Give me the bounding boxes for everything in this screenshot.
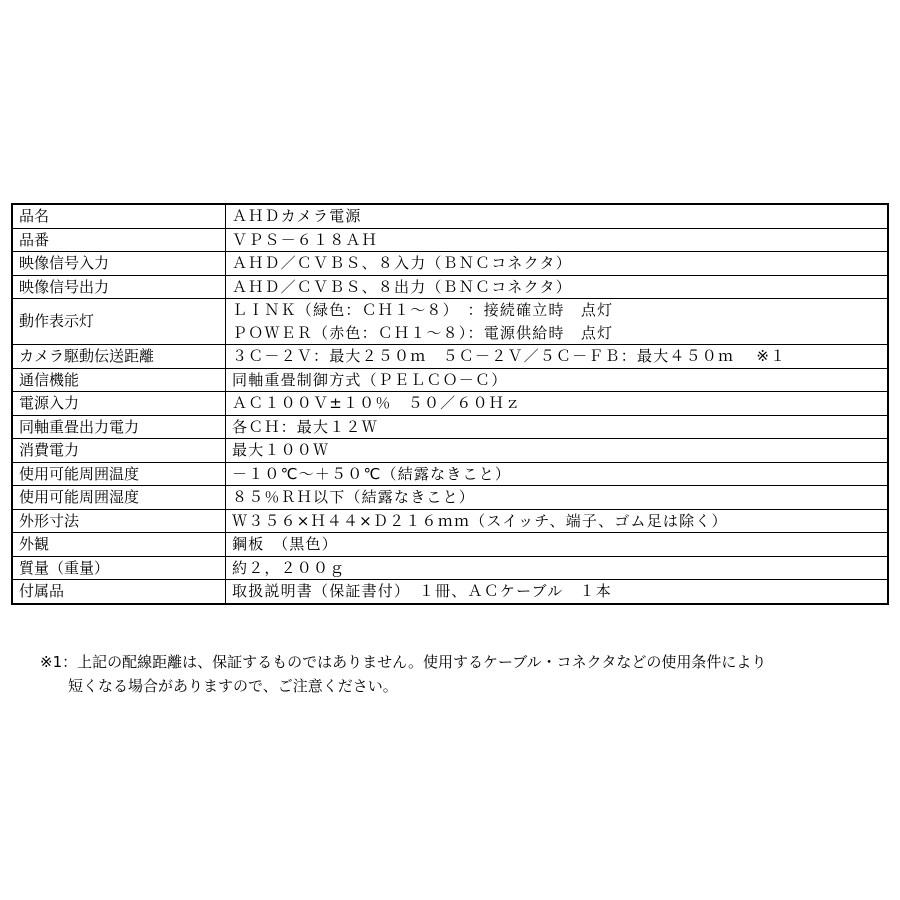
spec-table-body xyxy=(12,204,888,604)
spec-value xyxy=(226,345,889,369)
spec-value xyxy=(226,299,889,345)
spec-value-line: ＬＩＮＫ（緑色：ＣＨ１～８） ：接続確立時 点灯 xyxy=(232,301,614,319)
spec-row xyxy=(12,439,888,463)
spec-value xyxy=(226,228,889,252)
spec-value-line: －１０℃～＋５０℃（結露なきこと） xyxy=(232,464,512,483)
spec-row xyxy=(12,462,888,486)
spec-row xyxy=(12,204,888,228)
spec-value xyxy=(226,368,889,392)
spec-label: 通信機能 xyxy=(12,368,226,392)
spec-value-line: ＡＨＤ／ＣＶＢＳ、８出力（ＢＮＣコネクタ） xyxy=(232,277,572,296)
spec-label: 外観 xyxy=(12,533,226,557)
spec-row xyxy=(12,533,888,557)
spec-row xyxy=(12,345,888,369)
footnote-line-2: 短くなる場合がありますので、ご注意ください。 xyxy=(68,677,398,695)
spec-label: 映像信号出力 xyxy=(12,275,226,299)
spec-label: 質量（重量） xyxy=(12,556,226,580)
spec-row xyxy=(12,415,888,439)
spec-value xyxy=(226,556,889,580)
spec-label: 付属品 xyxy=(12,580,226,604)
spec-value xyxy=(226,204,889,228)
spec-value xyxy=(226,462,889,486)
spec-value-line: ＡＨＤカメラ電源 xyxy=(232,207,362,225)
spec-row xyxy=(12,556,888,580)
spec-row xyxy=(12,228,888,252)
spec-label: 動作表示灯 xyxy=(12,299,226,345)
spec-row xyxy=(12,275,888,299)
spec-value-line: 約２，２００ｇ xyxy=(232,558,346,577)
spec-row xyxy=(12,509,888,533)
spec-row xyxy=(12,299,888,345)
spec-row xyxy=(12,580,888,604)
spec-label: 使用可能周囲湿度 xyxy=(12,486,226,510)
spec-value-line: 鋼板 （黒色） xyxy=(232,535,338,553)
spec-label: 同軸重畳出力電力 xyxy=(12,415,226,439)
spec-value-line: ＡＣ１００Ｖ±１０％ ５０／６０Ｈｚ xyxy=(232,394,522,412)
spec-value xyxy=(226,580,889,604)
spec-value xyxy=(226,509,889,533)
spec-label: 品番 xyxy=(12,228,226,252)
spec-value xyxy=(226,275,889,299)
spec-row xyxy=(12,368,888,392)
spec-label: カメラ駆動伝送距離 xyxy=(12,345,226,369)
spec-value-line: ＰＯＷＥＲ（赤色：ＣＨ１～８）：電源供給時 点灯 xyxy=(232,323,614,342)
spec-value xyxy=(226,415,889,439)
spec-table xyxy=(11,203,889,605)
spec-value xyxy=(226,439,889,463)
spec-value xyxy=(226,252,889,276)
spec-value-line: 同軸重畳制御方式（ＰＥＬＣＯ－Ｃ） xyxy=(232,370,508,389)
spec-value-line: 最大１００Ｗ xyxy=(232,441,330,459)
spec-label: 映像信号入力 xyxy=(12,252,226,276)
spec-value-line: ＡＨＤ／ＣＶＢＳ、８入力（ＢＮＣコネクタ） xyxy=(232,254,572,272)
spec-value-line: ８５％ＲＨ以下（結露なきこと） xyxy=(232,488,476,506)
spec-value-line: ３Ｃ－２Ｖ：最大２５０ｍ ５Ｃ－２Ｖ／５Ｃ－ＦＢ：最大４５０ｍ ※１ xyxy=(232,347,787,365)
spec-value-line: ＶＰＳ－６１８ＡＨ xyxy=(232,230,378,249)
spec-label: 品名 xyxy=(12,204,226,228)
footnote xyxy=(40,650,870,698)
spec-label: 電源入力 xyxy=(12,392,226,416)
spec-row xyxy=(12,486,888,510)
footnote-line-1: ※1：上記の配線距離は、保証するものではありません。使用するケーブル・コネクタなどの使用条件により xyxy=(40,653,767,671)
spec-row xyxy=(12,252,888,276)
spec-label: 使用可能周囲温度 xyxy=(12,462,226,486)
spec-value xyxy=(226,486,889,510)
spec-value xyxy=(226,533,889,557)
spec-row xyxy=(12,392,888,416)
spec-value-line: 各ＣＨ：最大１２Ｗ xyxy=(232,417,378,436)
spec-value-line: 取扱説明書（保証書付） １冊、ＡＣケーブル １本 xyxy=(232,582,612,600)
spec-label: 外形寸法 xyxy=(12,509,226,533)
spec-value-line: Ｗ３５６×Ｈ４４×Ｄ２１６ｍｍ（スイッチ、端子、ゴム足は除く） xyxy=(232,511,728,530)
spec-label: 消費電力 xyxy=(12,439,226,463)
spec-value xyxy=(226,392,889,416)
